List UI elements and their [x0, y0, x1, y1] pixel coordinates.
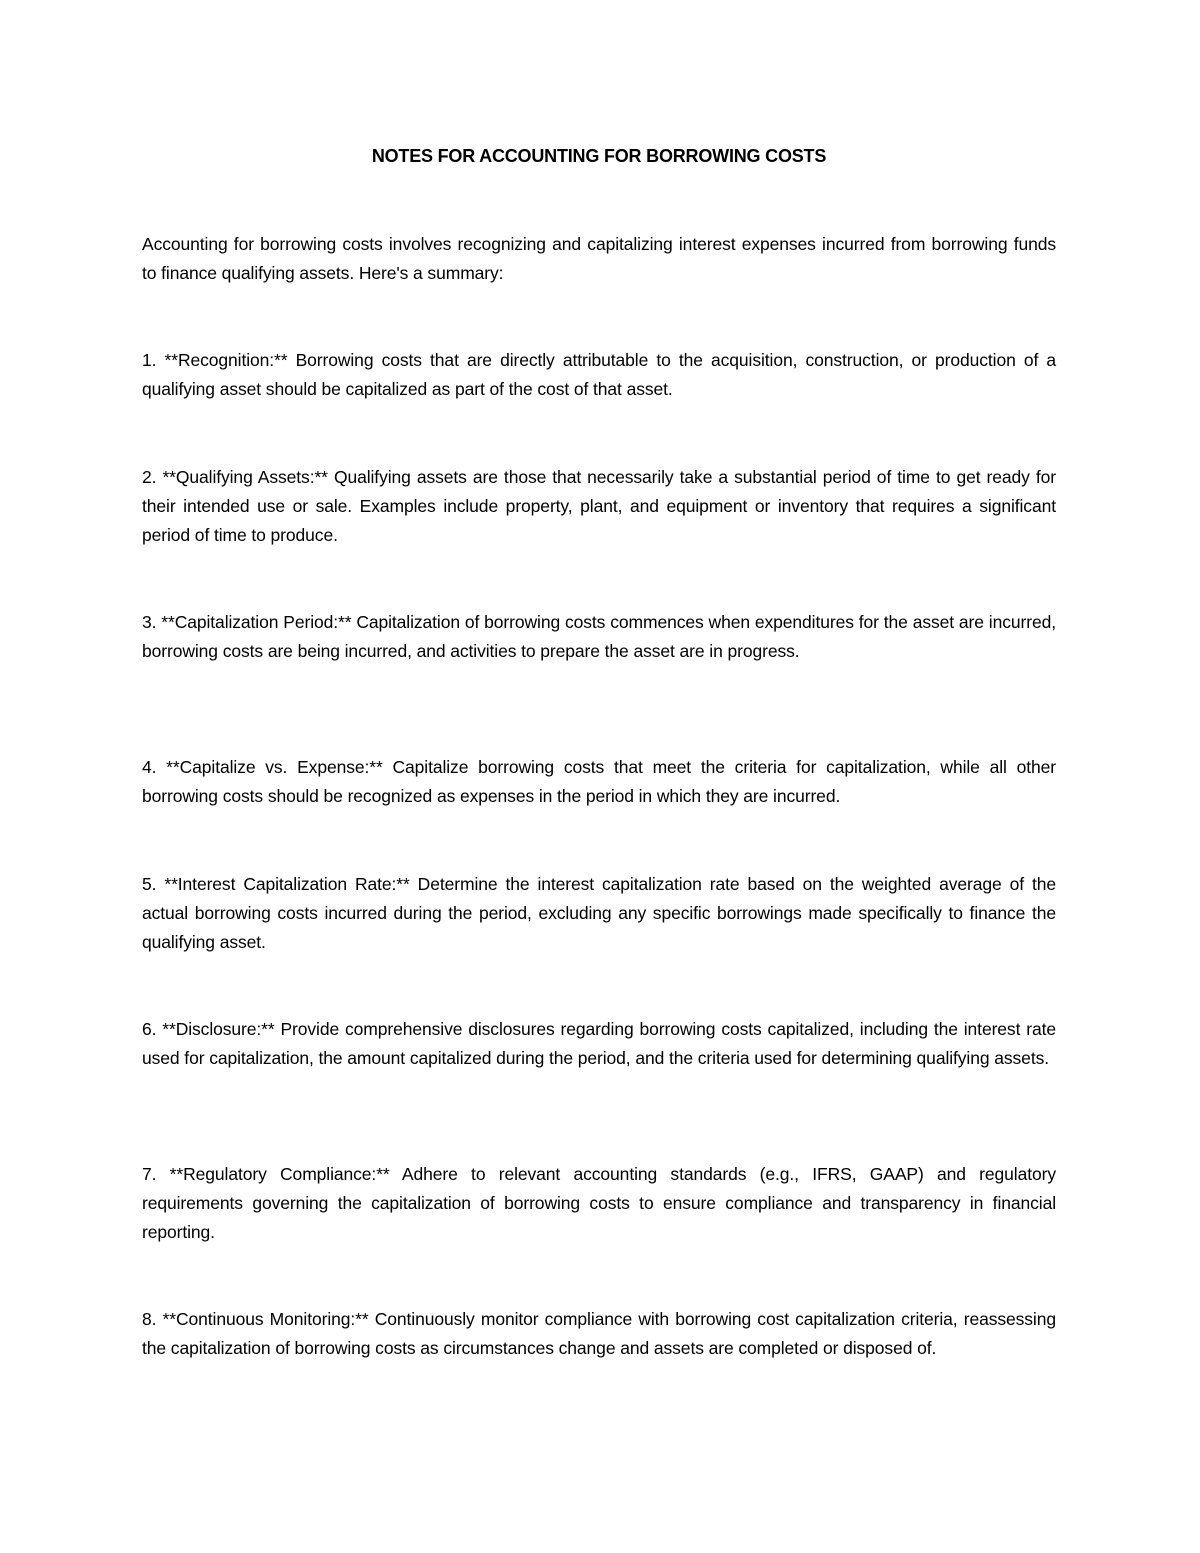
- list-item-capitalize-vs-expense: 4. **Capitalize vs. Expense:** Capitalize borrowing costs that meet the criteria for capitalization, while all other borrowing costs should be recognized as expenses in the period in which they are incurred.: [142, 757, 1056, 806]
- list-item-capitalization-period: 3. **Capitalization Period:** Capitalization of borrowing costs commences when expenditures for the asset are incurred, borrowing costs are being incurred, and activities to prepare the asset are in progress.: [142, 612, 1056, 661]
- list-item-continuous-monitoring: 8. **Continuous Monitoring:** Continuously monitor compliance with borrowing cost capitalization criteria, reassessing the capitalization of borrowing costs as circumstances change and assets are completed or disposed of.: [142, 1309, 1056, 1358]
- document-title: NOTES FOR ACCOUNTING FOR BORROWING COSTS: [371, 146, 827, 166]
- list-item-recognition: 1. **Recognition:** Borrowing costs that are directly attributable to the acquisition, construction, or production of a qualifying asset should be capitalized as part of the cost of that asset.: [142, 350, 1056, 399]
- list-item-regulatory-compliance: 7. **Regulatory Compliance:** Adhere to relevant accounting standards (e.g., IFRS, GAAP) and regulatory requirements governing the capitalization of borrowing costs to ensure compliance and transparency in financial reporting.: [142, 1164, 1056, 1242]
- intro-paragraph: Accounting for borrowing costs involves recognizing and capitalizing interest expenses incurred from borrowing funds to finance qualifying assets. Here's a summary:: [142, 234, 1056, 283]
- list-item-disclosure: 6. **Disclosure:** Provide comprehensive disclosures regarding borrowing costs capitalized, including the interest rate used for capitalization, the amount capitalized during the period, and the criteria used for determining qualifying assets.: [142, 1019, 1056, 1068]
- list-item-qualifying-assets: 2. **Qualifying Assets:** Qualifying assets are those that necessarily take a substantial period of time to get ready for their intended use or sale. Examples include property, plant, and equipment or inventory that requires a significant period of time to produce.: [142, 467, 1056, 545]
- list-item-interest-capitalization-rate: 5. **Interest Capitalization Rate:** Determine the interest capitalization rate based on the weighted average of the actual borrowing costs incurred during the period, excluding any specific borrowings made specifically to finance the qualifying asset.: [142, 874, 1056, 952]
